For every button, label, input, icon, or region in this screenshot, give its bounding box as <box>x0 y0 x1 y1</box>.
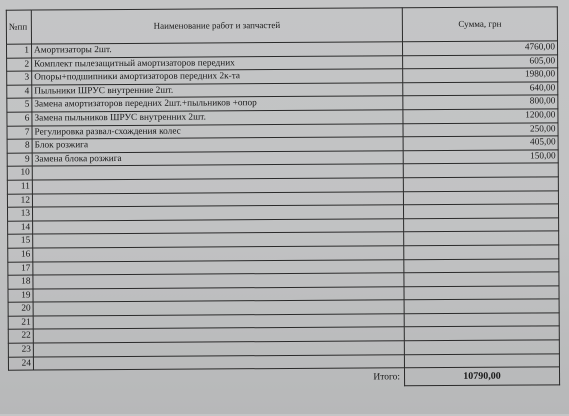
row-number: 20 <box>8 302 33 316</box>
works-table <box>6 6 560 389</box>
row-work-name: Замена пыльников ШРУС внутренних 2шт. <box>32 110 403 126</box>
row-sum: 640,00 <box>403 82 558 97</box>
table-header-row <box>6 7 557 44</box>
row-number: 13 <box>7 207 32 221</box>
header-sum: Сумма, грн <box>402 7 557 42</box>
row-number: 3 <box>7 71 32 85</box>
row-number: 19 <box>8 289 33 303</box>
row-sum: 800,00 <box>403 95 558 110</box>
row-number: 9 <box>7 153 32 167</box>
row-sum <box>404 326 559 341</box>
row-number: 23 <box>8 343 33 357</box>
row-sum: 405,00 <box>403 136 558 151</box>
row-sum <box>404 272 559 287</box>
row-sum <box>404 231 559 246</box>
row-sum <box>404 218 559 233</box>
row-sum: 1200,00 <box>403 109 558 124</box>
row-sum <box>403 177 558 192</box>
header-number: №пп <box>6 10 31 44</box>
row-work-name: Комплект пылезащитный амортизаторов передних <box>32 55 403 71</box>
row-number: 15 <box>8 234 33 248</box>
row-number: 7 <box>7 126 32 140</box>
row-sum <box>403 190 558 205</box>
row-number: 17 <box>8 262 33 276</box>
row-number: 18 <box>8 275 33 289</box>
total-row <box>8 367 559 388</box>
row-number: 12 <box>7 194 32 208</box>
row-number: 14 <box>8 221 33 235</box>
row-sum <box>403 163 558 178</box>
row-sum <box>404 286 559 301</box>
row-number: 1 <box>7 44 32 58</box>
row-sum: 4760,00 <box>402 41 557 56</box>
row-number: 4 <box>7 85 32 99</box>
row-number: 11 <box>7 180 32 194</box>
total-label: Итого: <box>373 371 401 382</box>
row-sum <box>404 245 559 260</box>
row-work-name: Опоры+подшипники амортизаторов передних 2к-та <box>32 69 403 85</box>
row-sum: 605,00 <box>403 54 558 69</box>
row-number: 10 <box>7 166 32 180</box>
header-work-name: Наименование работ и запчастей <box>31 8 402 44</box>
row-number: 2 <box>7 58 32 72</box>
row-number: 8 <box>7 139 32 153</box>
row-number: 5 <box>7 98 32 112</box>
row-sum <box>404 258 559 273</box>
row-work-name: Пыльники ШРУС внутренние 2шт. <box>32 83 403 99</box>
total-value: 10790,00 <box>404 367 559 386</box>
row-work-name: Регулировка развал-схождения колес <box>32 123 403 139</box>
row-sum <box>403 204 558 219</box>
row-sum <box>404 299 559 314</box>
row-sum: 250,00 <box>403 122 558 137</box>
row-sum <box>404 313 559 328</box>
row-number: 21 <box>8 316 33 330</box>
row-work-name: Замена амортизаторов передних 2шт.+пыльников +опор <box>32 96 403 112</box>
row-number: 22 <box>8 330 33 344</box>
row-work-name: Замена блока розжига <box>32 151 403 167</box>
row-sum <box>404 353 559 368</box>
row-work-name: Амортизаторы 2шт. <box>31 42 402 58</box>
row-sum: 1980,00 <box>403 68 558 83</box>
row-number: 24 <box>8 357 33 371</box>
row-number: 6 <box>7 112 32 126</box>
row-sum: 150,00 <box>403 150 558 165</box>
row-work-name: Блок розжига <box>32 137 403 153</box>
table-body <box>7 41 560 371</box>
row-number: 16 <box>8 248 33 262</box>
row-sum <box>404 340 559 355</box>
